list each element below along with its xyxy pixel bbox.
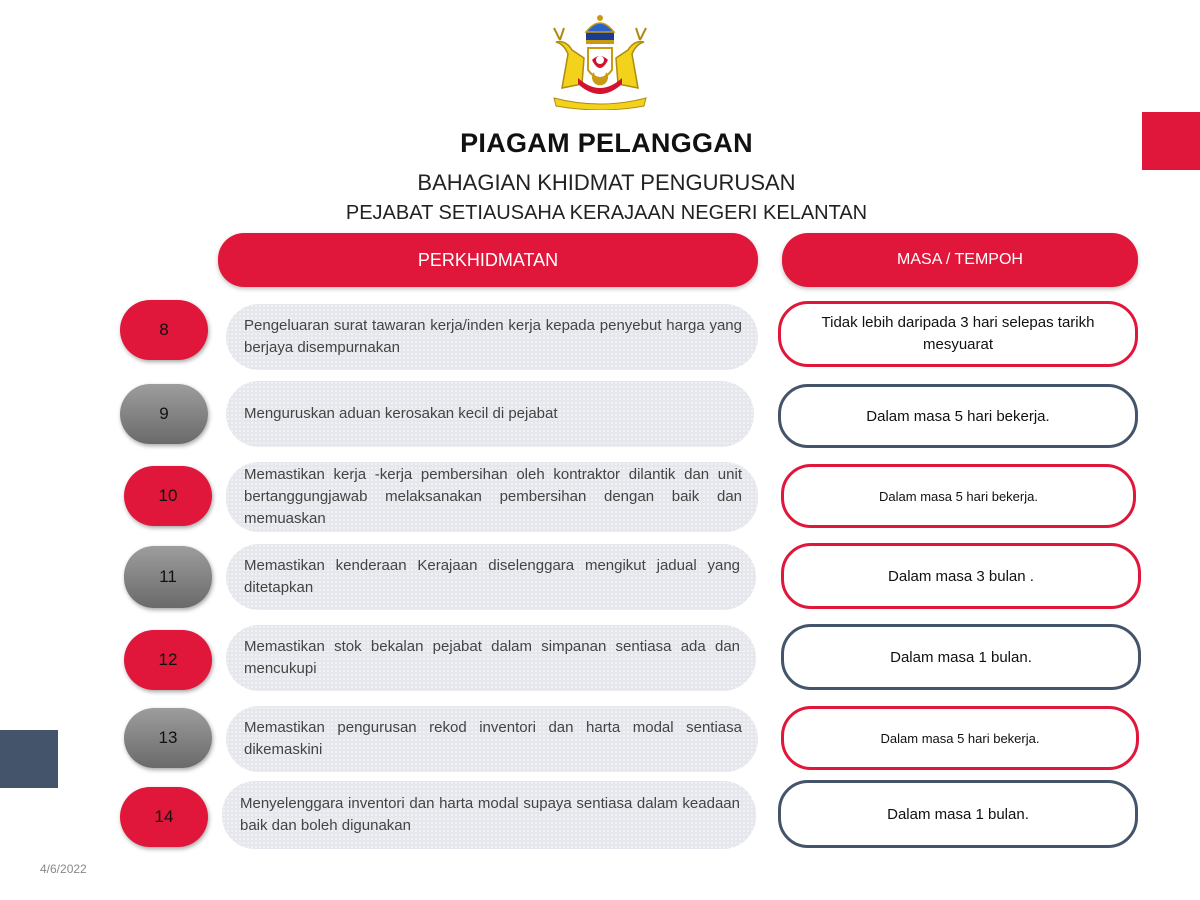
decorative-blue-square (0, 730, 58, 788)
time-box: Dalam masa 3 bulan . (781, 543, 1141, 609)
slide-date: 4/6/2022 (40, 862, 87, 876)
time-box: Dalam masa 5 hari bekerja. (781, 706, 1139, 770)
service-item (226, 706, 758, 772)
service-text: Menyelenggara inventori dan harta modal supaya sentiasa dalam keadaan baik dan boleh digunakan (240, 795, 740, 834)
service-text: Memastikan kerja -kerja pembersihan oleh kontraktor dilantik dan unit bertanggungjawab melaksanakan pembersihan dengan baik dan memuaskan (244, 466, 742, 527)
row-number: 8 (120, 300, 208, 360)
row-number: 14 (120, 787, 208, 847)
service-text: Pengeluaran surat tawaran kerja/inden kerja kepada penyebut harga yang berjaya disempurnakan (244, 317, 742, 356)
row-number: 11 (124, 546, 212, 608)
service-text: Menguruskan aduan kerosakan kecil di pejabat (244, 405, 558, 422)
department-subtitle: BAHAGIAN KHIDMAT PENGURUSAN (417, 170, 796, 195)
time-box: Dalam masa 5 hari bekerja. (778, 384, 1138, 448)
service-text: Memastikan stok bekalan pejabat dalam simpanan sentiasa ada dan mencukupi (244, 638, 740, 677)
row-number: 9 (120, 384, 208, 444)
office-subtitle: PEJABAT SETIAUSAHA KERAJAAN NEGERI KELANTAN (345, 202, 868, 224)
page-title: PIAGAM PELANGGAN (460, 128, 753, 158)
row-number: 12 (124, 630, 212, 690)
row-number: 10 (124, 466, 212, 526)
time-box: Dalam masa 1 bulan. (781, 624, 1141, 690)
time-box: Dalam masa 1 bulan. (778, 780, 1138, 848)
service-item (226, 304, 758, 370)
time-column-header: MASA / TEMPOH (782, 233, 1138, 287)
service-text: Memastikan pengurusan rekod inventori dan harta modal sentiasa dikemaskini (244, 719, 742, 758)
time-box: Tidak lebih daripada 3 hari selepas tarikh mesyuarat (778, 301, 1138, 367)
state-crest-icon (548, 14, 652, 110)
service-item (226, 462, 758, 532)
service-item (226, 625, 756, 691)
service-text: Memastikan kenderaan Kerajaan diselenggara mengikut jadual yang ditetapkan (244, 557, 740, 596)
time-box: Dalam masa 5 hari bekerja. (781, 464, 1136, 528)
service-item (226, 544, 756, 610)
service-item (222, 781, 756, 849)
service-column-header: PERKHIDMATAN (218, 233, 758, 287)
service-item (226, 381, 754, 447)
row-number: 13 (124, 708, 212, 768)
